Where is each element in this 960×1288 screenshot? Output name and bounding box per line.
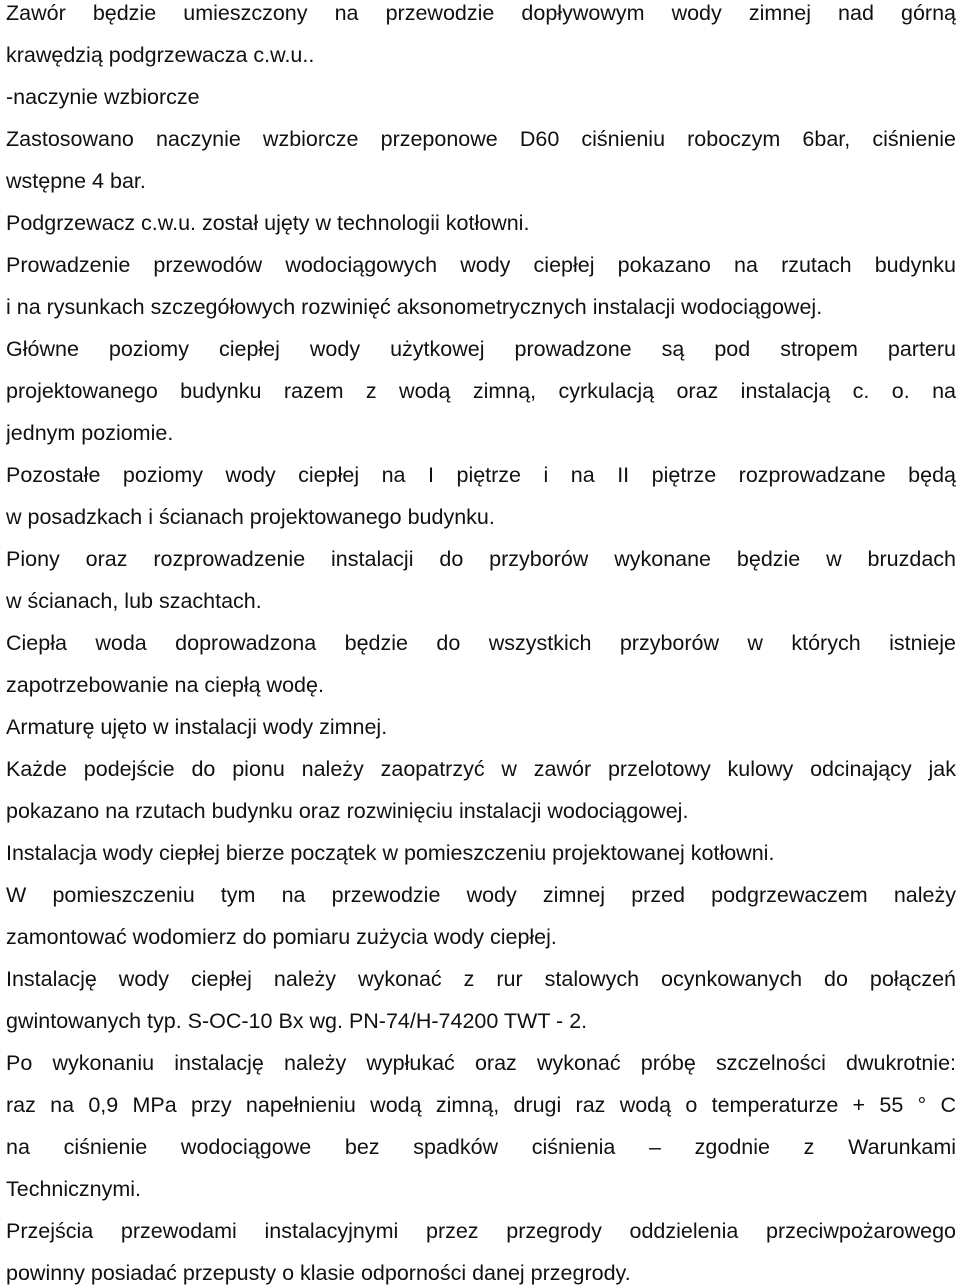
text-line: Instalacja wody ciepłej bierze początek w pomieszczeniu projektowanej kotłowni. bbox=[6, 841, 775, 865]
text-line: Przejścia przewodami instalacyjnymi przez przegrody oddzielenia przeciwpożarowego bbox=[6, 1219, 956, 1243]
text-line: wstępne 4 bar. bbox=[6, 169, 146, 193]
text-line: Podgrzewacz c.w.u. został ujęty w technologii kotłowni. bbox=[6, 211, 530, 235]
text-line: Ciepła woda doprowadzona będzie do wszystkich przyborów w których istnieje bbox=[6, 631, 956, 655]
text-line: projektowanego budynku razem z wodą zimną, cyrkulacją oraz instalacją c. o. na bbox=[6, 379, 956, 403]
text-line: Prowadzenie przewodów wodociągowych wody ciepłej pokazano na rzutach budynku bbox=[6, 253, 956, 277]
text-line: w ścianach, lub szachtach. bbox=[6, 589, 262, 613]
text-line: zapotrzebowanie na ciepłą wodę. bbox=[6, 673, 324, 697]
text-line: -naczynie wzbiorcze bbox=[6, 85, 200, 109]
text-line: Piony oraz rozprowadzenie instalacji do przyborów wykonane będzie w bruzdach bbox=[6, 547, 956, 571]
text-line: Główne poziomy ciepłej wody użytkowej prowadzone są pod stropem parteru bbox=[6, 337, 956, 361]
text-line: na ciśnienie wodociągowe bez spadków ciśnienia – zgodnie z Warunkami bbox=[6, 1135, 956, 1159]
text-line: i na rysunkach szczegółowych rozwinięć aksonometrycznych instalacji wodociągowej. bbox=[6, 295, 823, 319]
text-line: zamontować wodomierz do pomiaru zużycia wody ciepłej. bbox=[6, 925, 557, 949]
text-line: Zawór będzie umieszczony na przewodzie dopływowym wody zimnej nad górną bbox=[6, 1, 956, 25]
text-line: jednym poziomie. bbox=[6, 421, 174, 445]
text-line: W pomieszczeniu tym na przewodzie wody zimnej przed podgrzewaczem należy bbox=[6, 883, 956, 907]
text-line: gwintowanych typ. S-OC-10 Bx wg. PN-74/H-74200 TWT - 2. bbox=[6, 1009, 588, 1033]
text-line: Technicznymi. bbox=[6, 1177, 142, 1201]
text-line: w posadzkach i ścianach projektowanego budynku. bbox=[6, 505, 495, 529]
text-line: pokazano na rzutach budynku oraz rozwinięciu instalacji wodociągowej. bbox=[6, 799, 689, 823]
text-line: Po wykonaniu instalację należy wypłukać oraz wykonać próbę szczelności dwukrotnie: bbox=[6, 1051, 956, 1075]
text-line: powinny posiadać przepusty o klasie odporności danej przegrody. bbox=[6, 1261, 631, 1285]
text-line: Pozostałe poziomy wody ciepłej na I piętrze i na II piętrze rozprowadzane będą bbox=[6, 463, 956, 487]
text-line: Instalację wody ciepłej należy wykonać z rur stalowych ocynkowanych do połączeń bbox=[6, 967, 956, 991]
text-line: krawędzią podgrzewacza c.w.u.. bbox=[6, 43, 315, 67]
text-line: Armaturę ujęto w instalacji wody zimnej. bbox=[6, 715, 388, 739]
text-line: Zastosowano naczynie wzbiorcze przeponowe D60 ciśnieniu roboczym 6bar, ciśnienie bbox=[6, 127, 956, 151]
text-line: Każde podejście do pionu należy zaopatrzyć w zawór przelotowy kulowy odcinający jak bbox=[6, 757, 956, 781]
text-line: raz na 0,9 MPa przy napełnieniu wodą zimną, drugi raz wodą o temperaturze + 55 ° C bbox=[6, 1093, 956, 1117]
